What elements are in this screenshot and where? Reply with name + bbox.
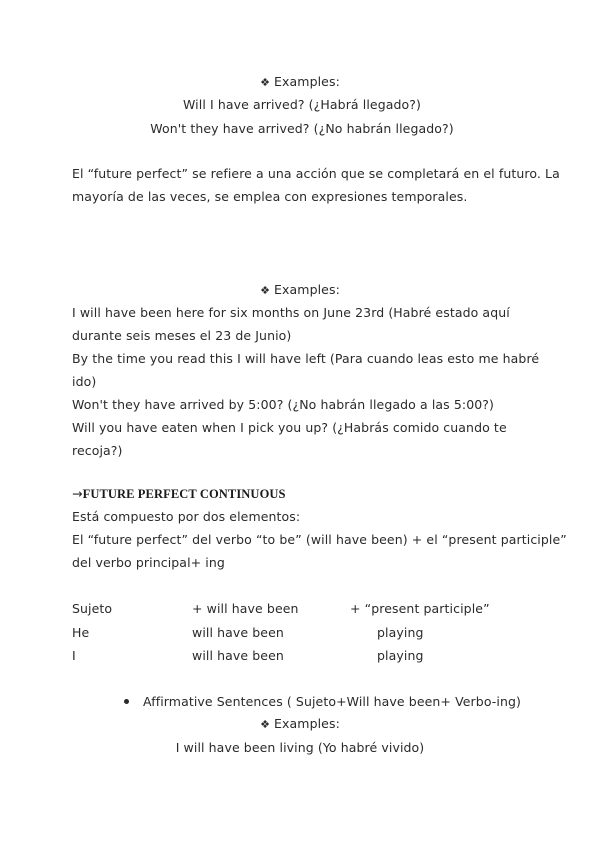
table-cell-participle: playing: [377, 625, 424, 640]
example-line: Will you have eaten when I pick you up? (¿Habrás comido cuando te: [72, 420, 507, 435]
arrow-right-icon: →: [72, 486, 83, 501]
bullet-item: Affirmative Sentences ( Sujeto+Will have been+ Verbo-ing): [124, 694, 521, 710]
table-cell-auxiliary: will have been: [192, 648, 284, 663]
section-desc-line: del verbo principal+ ing: [72, 555, 225, 570]
diamond-bullet-icon: ❖: [260, 284, 271, 297]
examples-heading-1: ❖ Examples:: [260, 74, 340, 89]
table-cell-participle: playing: [377, 648, 424, 663]
example-line: I will have been here for six months on June 23rd (Habré estado aquí: [72, 305, 510, 320]
table-cell-subject: I: [72, 648, 76, 663]
bullet-dot-icon: [124, 699, 129, 704]
table-cell-auxiliary: will have been: [192, 625, 284, 640]
section-desc-line: El “future perfect” del verbo “to be” (will have been) + el “present participle”: [72, 532, 567, 547]
table-cell-auxiliary: + will have been: [192, 601, 299, 616]
section-intro: Está compuesto por dos elementos:: [72, 509, 301, 524]
table-cell-subject: Sujeto: [72, 601, 113, 616]
example-line: durante seis meses el 23 de Junio): [72, 328, 292, 343]
diamond-bullet-icon: ❖: [260, 76, 271, 89]
paragraph-line: El “future perfect” se refiere a una acción que se completará en el futuro. La: [72, 166, 560, 181]
example-line: Won't they have arrived by 5:00? (¿No habrán llegado a las 5:00?): [72, 397, 495, 412]
example-line: I will have been living (Yo habré vivido): [175, 740, 425, 755]
example-line: Will I have arrived? (¿Habrá llegado?): [182, 97, 421, 112]
paragraph-line: mayoría de las veces, se emplea con expresiones temporales.: [72, 189, 468, 204]
table-cell-subject: He: [72, 625, 90, 640]
table-cell-participle: + “present participle”: [350, 601, 490, 616]
example-line: ido): [72, 374, 97, 389]
example-line: Won't they have arrived? (¿No habrán llegado?): [150, 121, 454, 136]
diamond-bullet-icon: ❖: [260, 718, 271, 731]
section-title: FUTURE PERFECT CONTINUOUS: [82, 487, 286, 501]
example-line: recoja?): [72, 443, 123, 458]
examples-heading-3: ❖ Examples:: [260, 716, 340, 731]
example-line: By the time you read this I will have left (Para cuando leas esto me habré: [72, 351, 540, 366]
section-heading: [72, 486, 286, 502]
examples-heading-2: ❖ Examples:: [260, 282, 340, 297]
